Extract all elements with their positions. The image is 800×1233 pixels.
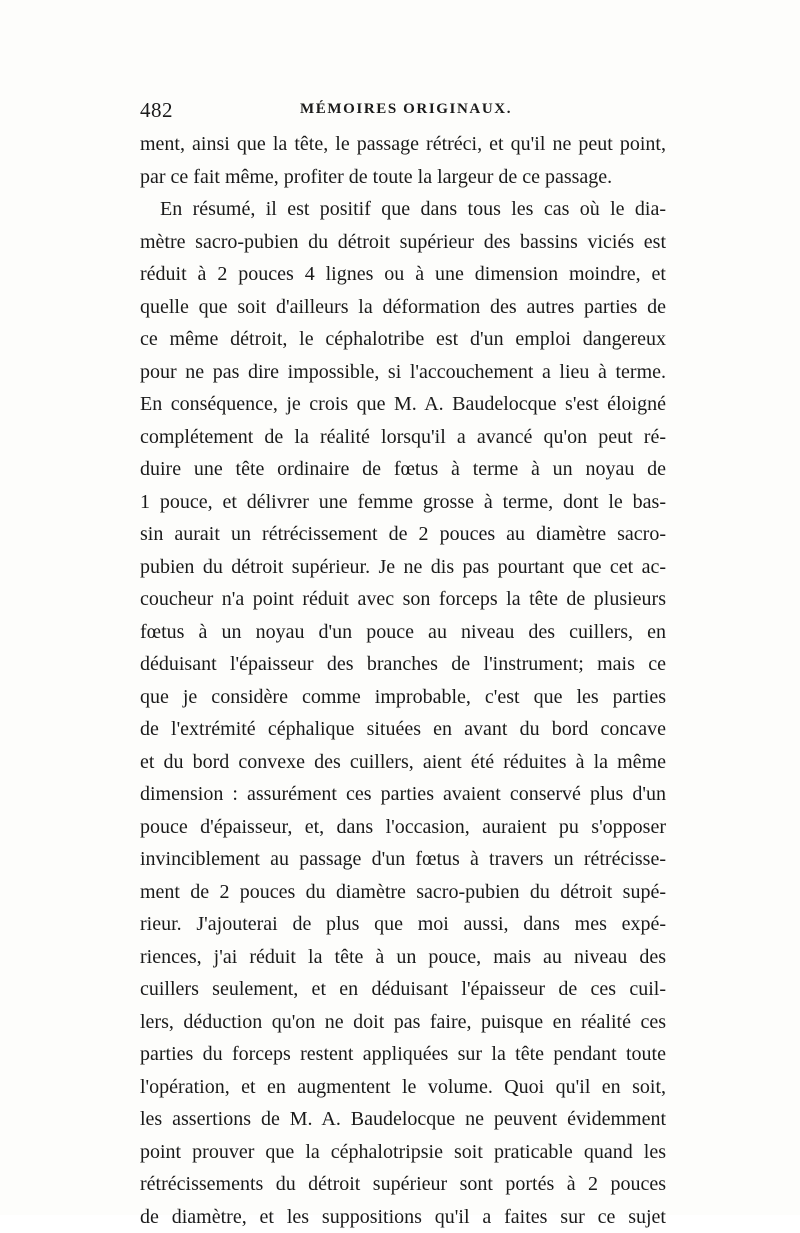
text-line: 1 pouce, et délivrer une femme grosse à terme, dont le bas- xyxy=(140,486,666,519)
text-line: mètre sacro-pubien du détroit supérieur des bassins viciés est xyxy=(140,226,666,259)
text-line: et du bord convexe des cuillers, aient été réduites à la même xyxy=(140,746,666,779)
text-line: ce même détroit, le céphalotribe est d'un emploi dangereux xyxy=(140,323,666,356)
text-line: réduit à 2 pouces 4 lignes ou à une dimension moindre, et xyxy=(140,258,666,291)
text-line: que je considère comme improbable, c'est que les parties xyxy=(140,681,666,714)
text-line: par ce fait même, profiter de toute la largeur de ce passage. xyxy=(140,161,666,194)
text-line: complétement de la réalité lorsqu'il a avancé qu'on peut ré- xyxy=(140,421,666,454)
text-line: pubien du détroit supérieur. Je ne dis pas pourtant que cet ac- xyxy=(140,551,666,584)
text-line: point prouver que la céphalotripsie soit praticable quand les xyxy=(140,1136,666,1169)
text-line: fœtus à un noyau d'un pouce au niveau des cuillers, en xyxy=(140,616,666,649)
text-line: quelle que soit d'ailleurs la déformation des autres parties de xyxy=(140,291,666,324)
text-line: cuillers seulement, et en déduisant l'épaisseur de ces cuil- xyxy=(140,973,666,1006)
text-line: ment, ainsi que la tête, le passage rétréci, et qu'il ne peut point, xyxy=(140,128,666,161)
running-head: MÉMOIRES ORIGINAUX. xyxy=(300,101,512,118)
text-line: pour ne pas dire impossible, si l'accouchement a lieu à terme. xyxy=(140,356,666,389)
text-line: lers, déduction qu'on ne doit pas faire, puisque en réalité ces xyxy=(140,1006,666,1039)
page-number: 482 xyxy=(140,98,173,123)
body-text xyxy=(140,128,666,1233)
text-line: rétrécissements du détroit supérieur sont portés à 2 pouces xyxy=(140,1168,666,1201)
text-line: rieur. J'ajouterai de plus que moi aussi, dans mes expé- xyxy=(140,908,666,941)
text-line: duire une tête ordinaire de fœtus à terme à un noyau de xyxy=(140,453,666,486)
text-line: invinciblement au passage d'un fœtus à travers un rétrécisse- xyxy=(140,843,666,876)
text-line: En conséquence, je crois que M. A. Baudelocque s'est éloigné xyxy=(140,388,666,421)
text-line: l'opération, et en augmentent le volume. Quoi qu'il en soit, xyxy=(140,1071,666,1104)
text-line: de l'extrémité céphalique situées en avant du bord concave xyxy=(140,713,666,746)
text-line: riences, j'ai réduit la tête à un pouce, mais au niveau des xyxy=(140,941,666,974)
text-line: ment de 2 pouces du diamètre sacro-pubien du détroit supé- xyxy=(140,876,666,909)
text-line: sin aurait un rétrécissement de 2 pouces au diamètre sacro- xyxy=(140,518,666,551)
text-line: les assertions de M. A. Baudelocque ne peuvent évidemment xyxy=(140,1103,666,1136)
text-line: pouce d'épaisseur, et, dans l'occasion, auraient pu s'opposer xyxy=(140,811,666,844)
text-line: déduisant l'épaisseur des branches de l'instrument; mais ce xyxy=(140,648,666,681)
text-line: de diamètre, et les suppositions qu'il a faites sur ce sujet xyxy=(140,1201,666,1233)
text-line: coucheur n'a point réduit avec son forceps la tête de plusieurs xyxy=(140,583,666,616)
text-line: parties du forceps restent appliquées sur la tête pendant toute xyxy=(140,1038,666,1071)
page-header xyxy=(140,98,666,128)
text-line: En résumé, il est positif que dans tous les cas où le dia- xyxy=(140,193,666,226)
text-line: dimension : assurément ces parties avaient conservé plus d'un xyxy=(140,778,666,811)
